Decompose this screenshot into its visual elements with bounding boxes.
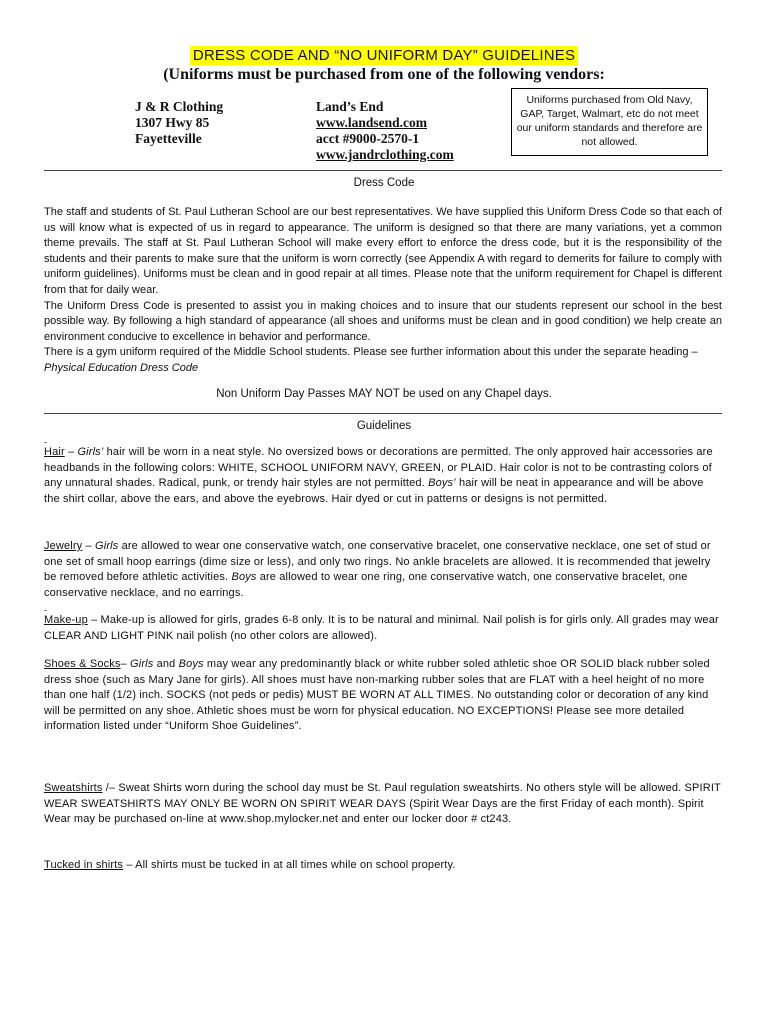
dress-code-heading: Dress Code [353, 177, 415, 189]
bullet-mark: - [44, 605, 47, 615]
shoes-label: Shoes & Socks [44, 658, 121, 670]
lands-end-link[interactable]: www.landsend.com [316, 115, 428, 130]
chapel-note: Non Uniform Day Passes MAY NOT be used on any Chapel days. [216, 388, 552, 400]
title-block [0, 46, 768, 65]
hair-text-boys: hair will be neat in appearance and will be above the shirt collar, above the ears, and above the eyebrows. Hair dyed or cut in patterns or designs is not permitted. [44, 477, 704, 505]
paragraph: The staff and students of St. Paul Lutheran School are our best representatives. We have supplied this Uniform Dress Code so that each of us will know what is expected of us in regard to appearance. The uniform is designed so that there are many variations, yet a common theme prevails. The staff at St. Paul Lutheran School will make every effort to enforce the dress code, but it is the responsibility of the students and their parents to make sure that the uniform is worn correctly (see Appendix A with regard to demerits for failure to comply with uniform guidelines). Uniforms must be clean and in good repair at all times. Please note that the uniform requirement for Chapel is different from that for daily wear. [44, 206, 722, 296]
makeup-section [44, 613, 722, 644]
vendor-lands-end [316, 99, 454, 163]
girls-label: Girls [95, 540, 119, 552]
vendor-address: 1307 Hwy 85 [135, 115, 210, 130]
dress-code-body [44, 205, 722, 377]
vendor-name: J & R Clothing [135, 99, 224, 114]
boys-label: Boys’ [428, 477, 456, 490]
boys-label: Boys [231, 571, 257, 584]
jewelry-text-boys: are allowed to wear one ring, one conservative watch, one conservative bracelet, one conservative necklace, and no earrings. [44, 571, 688, 599]
document-title: DRESS CODE AND “NO UNIFORM DAY” GUIDELINES [190, 46, 578, 65]
paragraph: The Uniform Dress Code is presented to assist you in making choices and to insure that our students represent our school in the best possible way. By following a high standard of appearance (all shoes and uniforms must be clean and in good condition) we help create an environment conducive to excellence in behavior and performance. [44, 299, 722, 343]
jandr-link[interactable]: www.jandrclothing.com [316, 147, 454, 162]
vendor-name: Land’s End [316, 99, 384, 114]
shoes-section [44, 657, 722, 735]
girls-label: Girls [130, 658, 154, 670]
separator: – [82, 540, 96, 552]
hair-section [44, 445, 722, 507]
separator: – [64, 446, 78, 458]
notice-box: Uniforms purchased from Old Navy, GAP, Target, Walmart, etc do not meet our uniform standards and therefore are not allowed. [511, 88, 708, 156]
sweatshirts-section [44, 781, 722, 828]
tucked-section [44, 858, 722, 874]
divider [44, 413, 722, 414]
tucked-text: – All shirts must be tucked in at all times while on school property. [123, 859, 456, 871]
tucked-label: Tucked in shirts [44, 859, 124, 871]
bullet-mark: - [44, 437, 47, 447]
hair-label: Hair [44, 446, 65, 458]
jewelry-label: Jewelry [44, 540, 83, 552]
vendor-city: Fayetteville [135, 131, 202, 146]
paragraph [44, 345, 722, 376]
sweatshirts-text: /– Sweat Shirts worn during the school day must be St. Paul regulation sweatshirts. No others style will be allowed. SPIRIT WEAR SWEATSHIRTS MAY ONLY BE WORN ON SPIRIT WEAR DAYS (Spirit Wear Days are the first Friday of each month). Spirit Wear may be purchased on-line at www.shop.mylocker.net and enter our locker door # ct243. [44, 782, 721, 826]
pe-dress-code-ref: Physical Education Dress Code [44, 361, 199, 374]
paragraph-text: There is a gym uniform required of the Middle School students. Please see further information about this under the separate heading – [44, 346, 698, 359]
divider [44, 170, 722, 171]
account-number: acct #9000-2570-1 [316, 131, 420, 146]
vendors-subtitle: (Uniforms must be purchased from one of the following vendors: [163, 66, 605, 83]
shoes-text: may wear any predominantly black or white rubber soled athletic shoe OR SOLID black rubber soled dress shoe (such as Mary Jane for girls). All shoes must have non-marking rubber soles that are FLAT with a heel height of no more than one half (1/2) inch. SOCKS (not peds or pedis) MUST BE WORN AT ALL TIMES. No outstanding color or decoration of any kind will be permitted on any shoe. Athletic shoes must be worn for physical education. NO EXCEPTIONS! Please see more detailed information listed under “Uniform Shoe Guidelines”. [44, 658, 710, 733]
conjunction: and [153, 658, 179, 670]
boys-label: Boys [178, 658, 204, 670]
makeup-label: Make-up [44, 614, 88, 626]
girls-label: Girls’ [77, 446, 104, 458]
hair-text: hair will be worn in a neat style. No oversized bows or decorations are permitted. The only approved hair accessories are headbands in the following colors: WHITE, SCHOOL UNIFORM NAVY, GREEN, or PLAID. Hair color is not to be contrasting colors of any unnatural shades. Radical, punk, or trendy hair styles are not permitted. [44, 446, 713, 490]
makeup-text: – Make-up is allowed for girls, grades 6-8 only. It is to be natural and minimal. Nail polish is for girls only. All grades may wear CLEAR AND LIGHT PINK nail polish (no other colors are allowed). [44, 614, 719, 642]
separator: – [120, 658, 131, 670]
jewelry-text: are allowed to wear one conservative watch, one conservative bracelet, one conservative necklace, one set of stud or one set of small hoop earrings (dime size or less), and only two rings. No ankle bracelets are allowed. It is recommended that jewelry be removed before athletic activities. [44, 540, 711, 584]
jewelry-section [44, 539, 722, 601]
guidelines-heading: Guidelines [356, 420, 412, 432]
vendor-jr-clothing [135, 99, 223, 147]
sweatshirts-label: Sweatshirts [44, 782, 103, 794]
